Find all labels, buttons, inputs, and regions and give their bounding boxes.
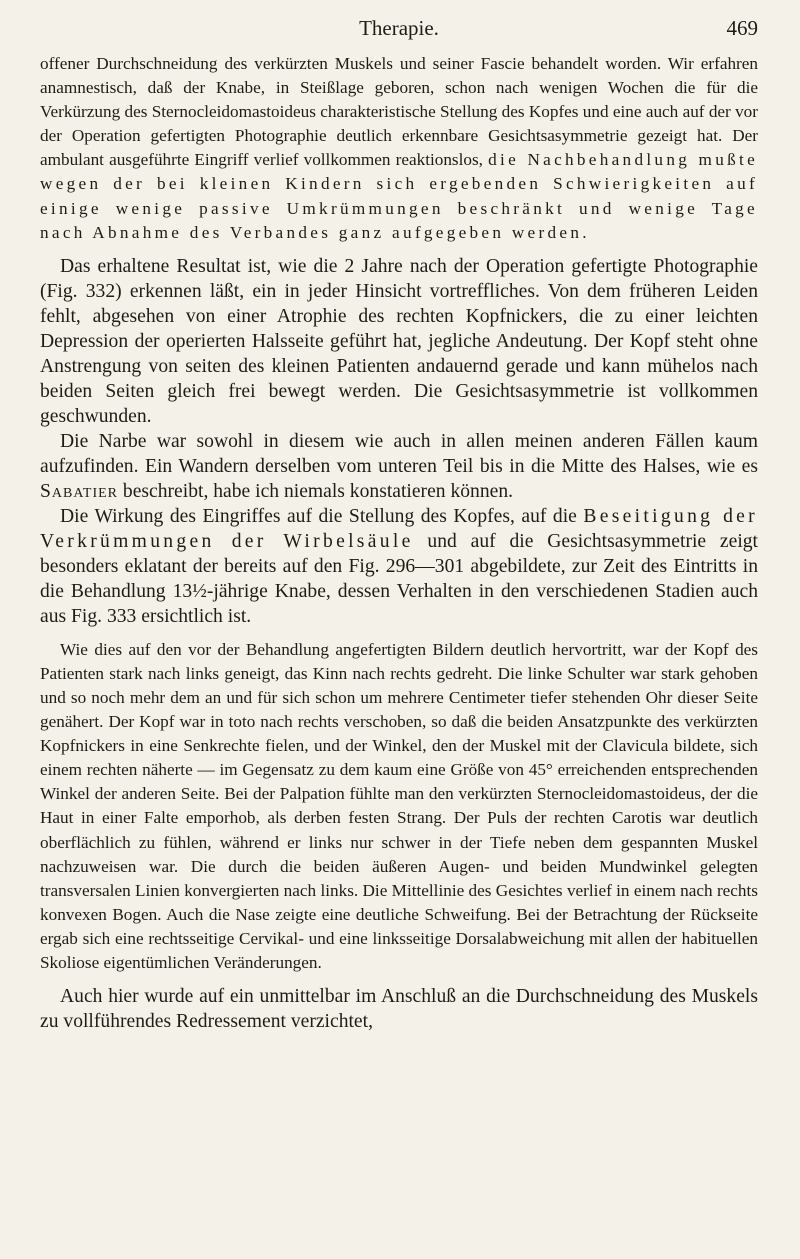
scar-text-start: Die Narbe war sowohl in diesem wie auch in allen meinen anderen Fällen kaum aufzufinden. Ein Wandern derselben vom unteren Teil bis in die Mitte des Halses, wie es [40,430,758,477]
effect-text-end: und auf die Gesichtsasymmetrie zeigt besonders eklatant der bereits auf den Fig. 296—301 abgebildete, zur Zeit des Eintritts in die Behandlung 13½-jährige Knabe, dessen Verhalten in den verschiedenen Stadien auch aus Fig. 333 ersichtlich ist. [40,530,759,627]
running-head [40,10,758,46]
paragraph-result: Das erhaltene Resultat ist, wie die 2 Jahre nach der Operation gefertigte Photographie (Fig. 332) erkennen läßt, ein in jeder Hinsicht vortreffliches. Von dem früheren Leiden fehlt, abgesehen von einer Atrophie des rechten Kopfnickers, die zu einer leichten Depression der operierten Halsseite geführt hat, jegliche Andeutung. Der Kopf steht ohne Anstrengung von seiten des kleinen Patienten andauernd gerade und kann mühelos nach beiden Seiten gleich frei bewegt werden. Die Gesichtsasymmetrie ist vollkommen geschwunden. [40,255,758,427]
author-name-sabatier: Sabatier [40,480,119,502]
scar-text-end: beschreibt, habe ich niemals konstatieren können. [122,480,514,502]
paragraph-findings: Wie dies auf den vor der Behandlung angefertigten Bildern deutlich hervortritt, war der Kopf des Patienten stark nach links geneigt, das Kinn nach rechts gedreht. Die linke Schulter war stark gehoben und so noch mehr dem an und für sich schon um mehrere Centimeter tiefer stehenden Ohr dieser Seite genähert. Der Kopf war in toto nach rechts verschoben, so daß die beiden Ansatzpunkte des verkürzten Kopfnickers in eine Senkrechte fielen, und der Winkel, den der Muskel mit der Clavicula bildete, sich einem rechten näherte — im Gegensatz zu dem kaum eine Größe von 45° erreichenden entsprechenden Winkel der anderen Seite. Bei der Palpation fühlte man den verkürzten Sternocleidomastoideus, der die Haut in einer Falte emporhob, als derben festen Strang. Der Puls der rechten Carotis war deutlich oberflächlich zu fühlen, während er links nur schwer in der Tiefe neben dem gespannten Muskel nachzuweisen war. Die durch die beiden äußeren Augen- und beiden Mundwinkel gelegten transversalen Linien konvergierten nach links. Die Mittellinie des Gesichtes verlief in einem nach rechts konvexen Bogen. Auch die Nase zeigte eine deutliche Schweifung. Bei der Betrachtung der Rückseite ergab sich eine rechtsseitige Cervikal- und eine linksseitige Dorsalabweichung mit allen der habituellen Skoliose eigentümlichen Veränderungen. [40,639,758,972]
paragraph-case-report [40,52,758,245]
effect-text-start: Die Wirkung des Eingriffes auf die Stellung des Kopfes, auf die [60,505,577,527]
body-text [40,52,758,1034]
emphasized-aftercare-text: die Nachbehandlung mußte wegen der bei kleinen Kindern sich ergebenden Schwierigkeiten auf einige wenige passive Umkrümmungen beschränkt und wenige Tage nach Abnahme des Verbandes ganz aufgegeben werden. [40,150,758,242]
paragraph-effect [40,504,758,629]
paragraph-conclusion: Auch hier wurde auf ein unmittelbar im Anschluß an die Durchschneidung des Muskels zu vollführendes Redressement verzichtet, [40,986,758,1033]
running-title: Therapie. [359,16,439,40]
emphasized-spine-text: Beseitigung der Verkrümmungen der Wirbelsäule [40,505,758,552]
paragraph-scar [40,429,758,504]
case-report-text: offener Durchschneidung des verkürzten Muskels und seiner Fascie behandelt worden. Wir erfahren anamnestisch, daß der Knabe, in Steißlage geboren, schon nach wenigen Wochen die für die Verkürzung des Sternocleidomastoideus charakteristische Stellung des Kopfes und eine auch auf der vor der Operation gefertigten Photographie deutlich erkennbare Gesichtsasymmetrie gezeigt hat. Der ambulant ausgeführte Eingriff verlief vollkommen reaktionslos, [40,54,758,170]
page-number: 469 [726,16,758,40]
